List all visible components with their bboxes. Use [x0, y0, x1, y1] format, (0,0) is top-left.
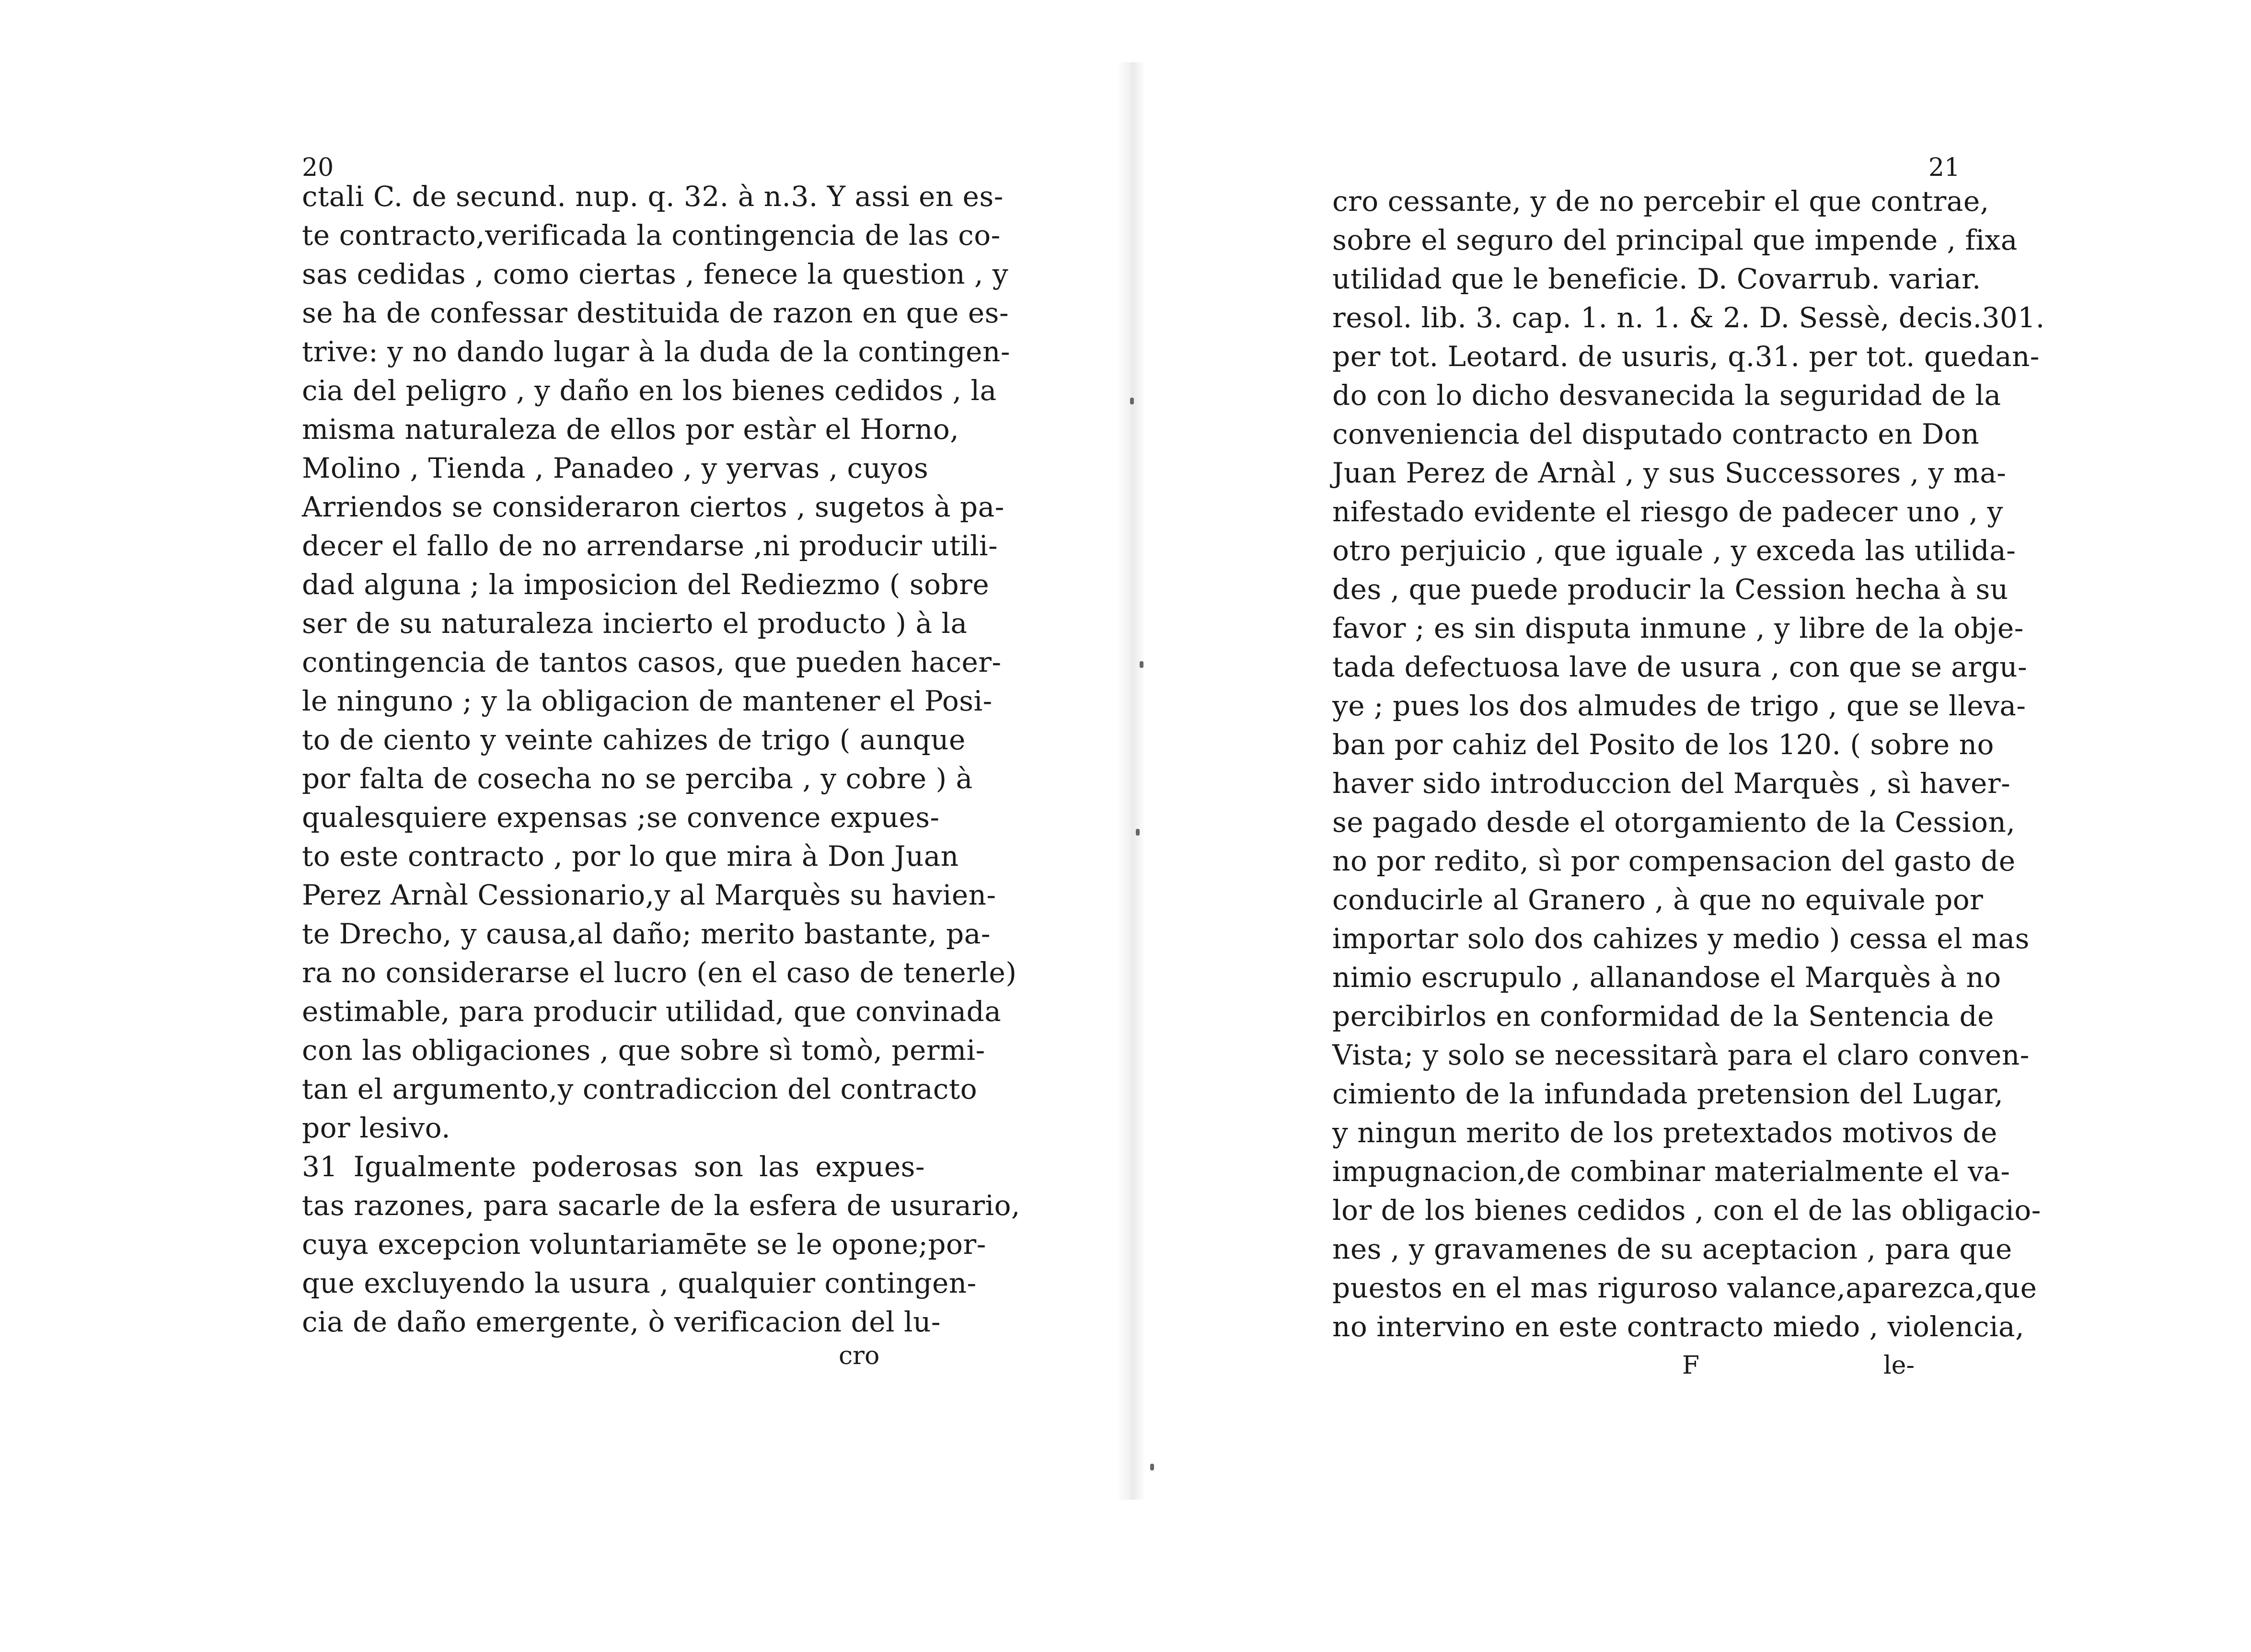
text-line: trive: y no dando lugar à la duda de la contingen-	[302, 335, 1010, 368]
text-line: impugnacion,de combinar materialmente el va-	[1332, 1155, 2010, 1188]
catchword: le-	[1883, 1351, 1915, 1380]
text-line: Arriendos se consideraron ciertos , sugetos à pa-	[302, 491, 1004, 523]
text-line: Molino , Tienda , Panadeo , y yervas , cuyos	[302, 452, 929, 484]
text-line: tada defectuosa lave de usura , con que se argu-	[1332, 651, 2028, 683]
text-line: con las obligaciones , que sobre sì tomò, permi-	[302, 1034, 985, 1067]
text-line: se pagado desde el otorgamiento de la Cession,	[1332, 806, 2016, 838]
text-line: ye ; pues los dos almudes de trigo , que se lleva-	[1332, 689, 2026, 722]
text-line: sas cedidas , como ciertas , fenece la question , y	[302, 258, 1009, 290]
text-line: 31 Igualmente poderosas son las expues-	[302, 1150, 925, 1183]
text-line: ban por cahiz del Posito de los 120. ( sobre no	[1332, 728, 1994, 761]
text-line: qualesquiere expensas ;se convence expues-	[302, 801, 940, 834]
text-line: conveniencia del disputado contracto en Don	[1332, 418, 1980, 450]
text-line: des , que puede producir la Cession hecha à su	[1332, 573, 2009, 606]
text-line: dad alguna ; la imposicion del Rediezmo ( sobre	[302, 568, 990, 601]
text-line: otro perjuicio , que iguale , y exceda las utilida-	[1332, 534, 2016, 567]
text-line: ctali C. de secund. nup. q. 32. à n.3. Y assi en es-	[302, 180, 1004, 213]
text-line: cia del peligro , y daño en los bienes cedidos , la	[302, 374, 997, 407]
text-line: haver sido introduccion del Marquès , sì haver-	[1332, 767, 2011, 800]
text-line: le ninguno ; y la obligacion de mantener el Posi-	[302, 685, 993, 717]
text-line: sobre el seguro del principal que impende , fixa	[1332, 224, 2018, 256]
binding-mark	[1130, 398, 1134, 404]
binding-mark	[1150, 1464, 1154, 1470]
text-line: per tot. Leotard. de usuris, q.31. per tot. quedan-	[1332, 340, 2040, 373]
text-line: cia de daño emergente, ò verificacion del lu-	[302, 1306, 941, 1338]
text-line: cro cessante, y de no percebir el que contrae,	[1332, 185, 1989, 218]
text-line: ra no considerarse el lucro (en el caso de tenerle)	[302, 956, 1017, 989]
text-line: Juan Perez de Arnàl , y sus Successores , y ma-	[1332, 457, 2007, 489]
text-line: decer el fallo de no arrendarse ,ni producir utili-	[302, 529, 998, 562]
text-line: conducirle al Granero , à que no equivale por	[1332, 883, 1984, 916]
text-line: importar solo dos cahizes y medio ) cessa el mas	[1332, 922, 2030, 955]
text-line: no por redito, sì por compensacion del gasto de	[1332, 845, 2016, 877]
text-line: que excluyendo la usura , qualquier contingen-	[302, 1267, 977, 1299]
text-line: cimiento de la infundada pretension del Lugar,	[1332, 1078, 2004, 1110]
text-line: estimable, para producir utilidad, que convinada	[302, 995, 1002, 1028]
text-line: tas razones, para sacarle de la esfera de usurario,	[302, 1189, 1020, 1222]
text-line: Perez Arnàl Cessionario,y al Marquès su havien-	[302, 879, 996, 911]
text-line: por falta de cosecha no se perciba , y cobre ) à	[302, 762, 973, 795]
text-line: lor de los bienes cedidos , con el de las obligacio-	[1332, 1194, 2041, 1227]
text-line: se ha de confessar destituida de razon en que es-	[302, 297, 1009, 329]
text-line: resol. lib. 3. cap. 1. n. 1. & 2. D. Sessè, decis.301.	[1332, 301, 2045, 334]
text-line: puestos en el mas riguroso valance,aparezca,que	[1332, 1272, 2037, 1304]
text-line: utilidad que le beneficie. D. Covarrub. variar.	[1332, 263, 1981, 295]
text-line: tan el argumento,y contradiccion del contracto	[302, 1073, 978, 1105]
text-line: contingencia de tantos casos, que pueden hacer-	[302, 646, 1002, 678]
text-line: no intervino en este contracto miedo , violencia,	[1332, 1310, 2025, 1343]
text-line: por lesivo.	[302, 1112, 450, 1144]
text-line: Vista; y solo se necessitarà para el claro conven-	[1332, 1039, 2030, 1071]
text-line: misma naturaleza de ellos por estàr el Horno,	[302, 413, 959, 446]
page-number: 20	[302, 153, 334, 182]
text-line: favor ; es sin disputa inmune , y libre de la obje-	[1332, 612, 2024, 644]
text-line: to este contracto , por lo que mira à Don Juan	[302, 840, 959, 872]
text-line: do con lo dicho desvanecida la seguridad de la	[1332, 379, 2001, 412]
text-line: nes , y gravamenes de su aceptacion , para que	[1332, 1233, 2012, 1265]
text-line: nifestado evidente el riesgo de padecer uno , y	[1332, 495, 2003, 528]
text-line: te contracto,verificada la contingencia de las co-	[302, 219, 1001, 252]
text-line: nimio escrupulo , allanandose el Marquès à no	[1332, 961, 2001, 994]
signature-mark: F	[1682, 1351, 1700, 1380]
binding-mark	[1136, 829, 1140, 836]
text-line: percibirlos en conformidad de la Sentencia de	[1332, 1000, 1994, 1032]
text-line: te Drecho, y causa,al daño; merito bastante, pa-	[302, 918, 991, 950]
text-line: y ningun merito de los pretextados motivos de	[1332, 1116, 1997, 1149]
text-line: cuya excepcion voluntariamēte se le opone;por-	[302, 1228, 986, 1261]
catchword: cro	[839, 1342, 880, 1370]
text-line: ser de su naturaleza incierto el producto ) à la	[302, 607, 968, 640]
page-number: 21	[1928, 153, 1960, 182]
book-gutter	[1117, 62, 1145, 1500]
binding-mark	[1140, 661, 1143, 668]
text-line: to de ciento y veinte cahizes de trigo ( aunque	[302, 723, 966, 756]
